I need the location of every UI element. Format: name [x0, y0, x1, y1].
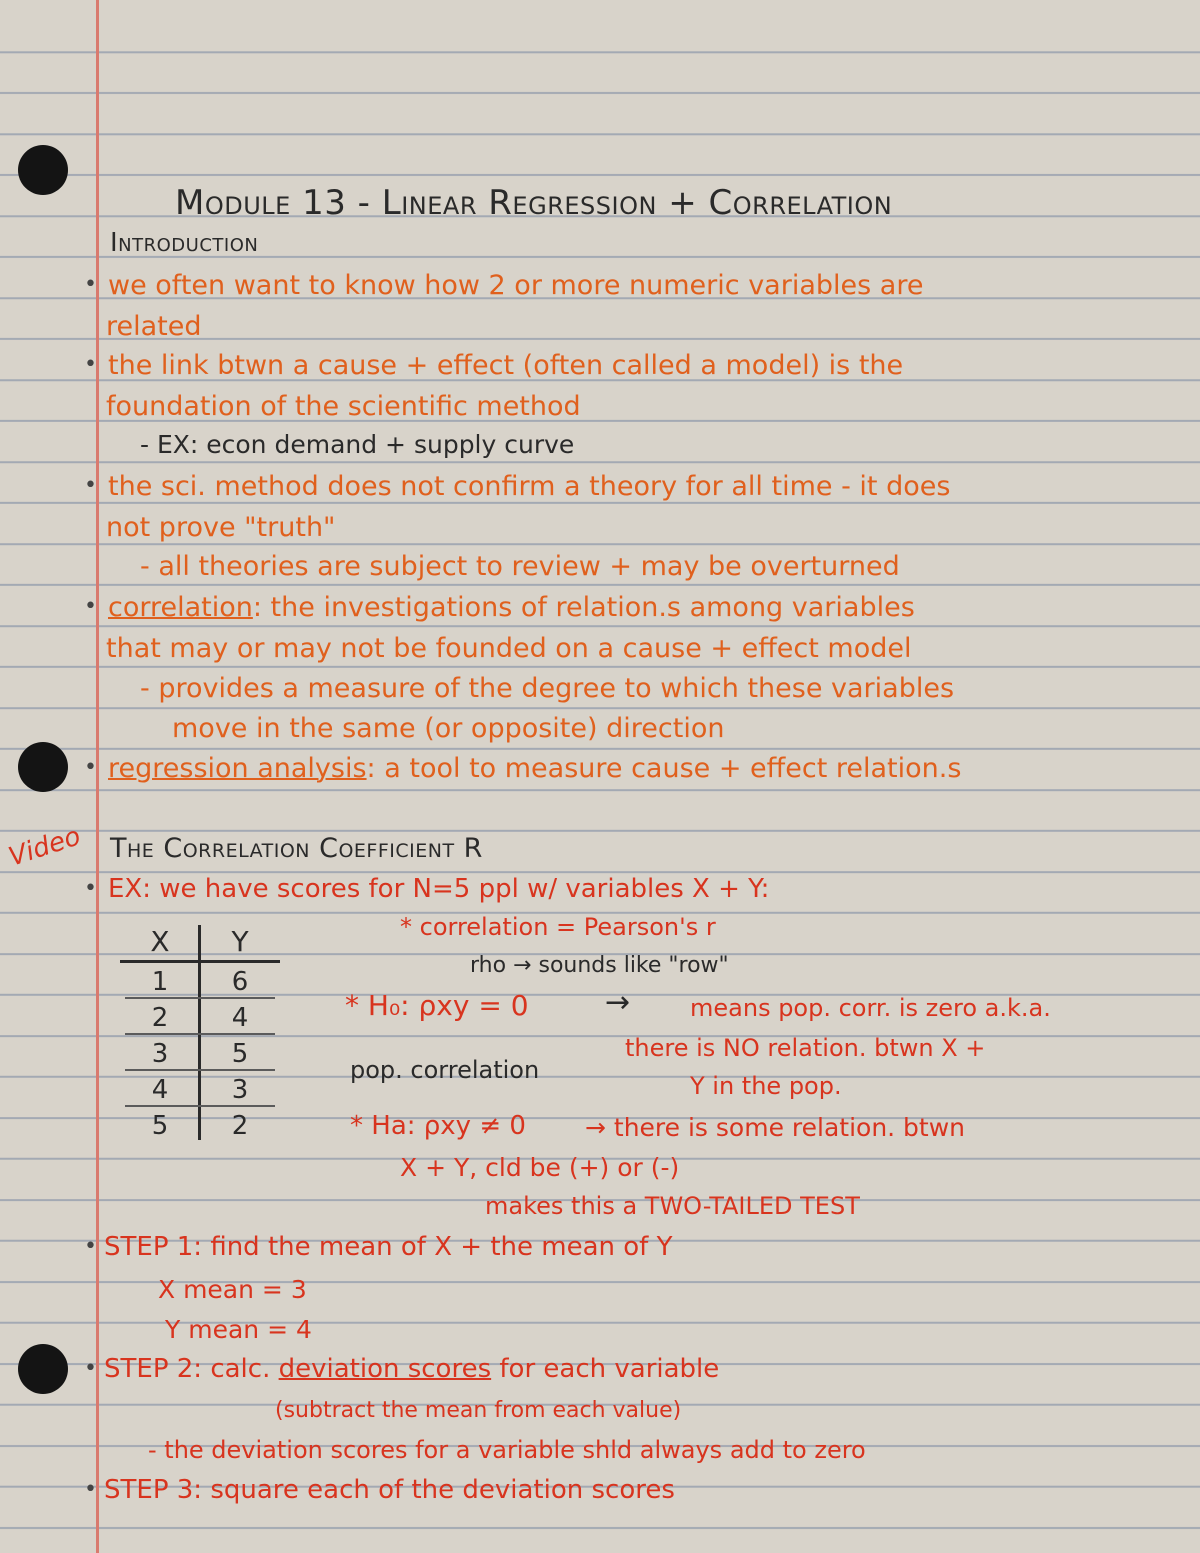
bullet-3: •: [84, 473, 97, 498]
intro-b2-line1: the link btwn a cause + effect (often called a model) is the: [108, 350, 904, 381]
intro-b4-def: : the investigations of relation.s among variables: [252, 592, 915, 623]
step-2-parenthetical: (subtract the mean from each value): [275, 1398, 682, 1423]
table-cell: 3: [151, 1039, 169, 1069]
section2-example: EX: we have scores for N=5 ppl w/ variables X + Y:: [108, 874, 770, 904]
bullet-4: •: [84, 594, 97, 619]
table-cell: 5: [231, 1039, 249, 1069]
table-row-rule: [125, 1069, 275, 1071]
bullet-1: •: [84, 272, 97, 297]
table-header-y: Y: [231, 925, 249, 958]
step-3: STEP 3: square each of the deviation scores: [104, 1475, 675, 1505]
intro-b5-def: : a tool to measure cause + effect relation.s: [366, 753, 962, 784]
binder-hole-top: [18, 145, 68, 195]
intro-b5-line: [108, 755, 961, 782]
ha-explanation-1: → there is some relation. btwn: [585, 1113, 966, 1142]
term-correlation: correlation: [108, 592, 253, 623]
intro-b4-sub2: move in the same (or opposite) direction: [172, 713, 725, 744]
table-cell: 4: [231, 1003, 249, 1033]
binder-hole-bottom: [18, 1344, 68, 1394]
alt-hypothesis: * Ha: ρxy ≠ 0: [350, 1111, 526, 1141]
video-label: Video: [5, 821, 85, 873]
bullet-6: •: [84, 876, 97, 901]
bullet-8: •: [84, 1356, 97, 1381]
intro-b4-sub1: - provides a measure of the degree to which these variables: [140, 673, 955, 704]
h0-arrow: →: [605, 985, 631, 1020]
h0-explanation-2: there is NO relation. btwn X +: [625, 1034, 986, 1062]
note-pearson: * correlation = Pearson's r: [400, 913, 716, 941]
bullet-5: •: [84, 755, 97, 780]
step-1: STEP 1: find the mean of X + the mean of Y: [104, 1232, 673, 1262]
table-cell: 6: [231, 967, 249, 997]
bullet-7: •: [84, 1234, 97, 1259]
table-row-rule: [125, 997, 275, 999]
pop-correlation-note: pop. correlation: [350, 1056, 540, 1084]
note-rho: rho → sounds like "row": [470, 953, 729, 978]
table-cell: 5: [151, 1111, 169, 1141]
table-header-x: X: [150, 925, 170, 958]
step-2-prefix: STEP 2: calc.: [104, 1354, 271, 1384]
table-cell: 3: [231, 1075, 249, 1105]
ha-explanation-3: makes this a TWO-TAILED TEST: [485, 1192, 860, 1220]
term-deviation-scores: deviation scores: [278, 1354, 492, 1384]
null-hypothesis: * H₀: ρxy = 0: [345, 989, 529, 1022]
ha-explanation-2: X + Y, cld be (+) or (-): [400, 1153, 680, 1182]
intro-heading: Introduction: [110, 228, 259, 258]
intro-b1-line1: we often want to know how 2 or more numeric variables are: [108, 270, 924, 301]
table-cell: 1: [151, 967, 169, 997]
section2-heading: The Correlation Coefficient R: [110, 833, 483, 864]
intro-b2-sub: - EX: econ demand + supply curve: [140, 430, 575, 459]
intro-b4-line1: [108, 594, 915, 621]
term-regression-analysis: regression analysis: [108, 753, 367, 784]
table-cell: 4: [151, 1075, 169, 1105]
table-row-rule: [125, 1105, 275, 1107]
table-cell: 2: [231, 1111, 249, 1141]
step-2-suffix: for each variable: [499, 1354, 720, 1384]
intro-b4-line2: that may or may not be founded on a cause + effect model: [106, 633, 912, 664]
h0-explanation-1: means pop. corr. is zero a.k.a.: [690, 994, 1051, 1022]
intro-b2-line2: foundation of the scientific method: [106, 391, 581, 422]
page-title: Module 13 - Linear Regression + Correlation: [175, 183, 893, 223]
step-2-note: - the deviation scores for a variable shld always add to zero: [148, 1436, 866, 1464]
intro-b3-sub: - all theories are subject to review + may be overturned: [140, 551, 900, 582]
step-1-x-mean: X mean = 3: [158, 1275, 307, 1304]
step-2: [104, 1356, 719, 1382]
bullet-9: •: [84, 1477, 97, 1502]
h0-explanation-3: Y in the pop.: [690, 1072, 842, 1100]
binder-hole-middle: [18, 742, 68, 792]
data-table: [120, 925, 280, 1140]
bullet-2: •: [84, 352, 97, 377]
intro-b1-line2: related: [106, 311, 202, 342]
table-cell: 2: [151, 1003, 169, 1033]
table-row-rule: [125, 1033, 275, 1035]
step-1-y-mean: Y mean = 4: [165, 1315, 312, 1344]
intro-b3-line1: the sci. method does not confirm a theory for all time - it does: [108, 471, 951, 502]
intro-b3-line2: not prove "truth": [106, 512, 336, 543]
